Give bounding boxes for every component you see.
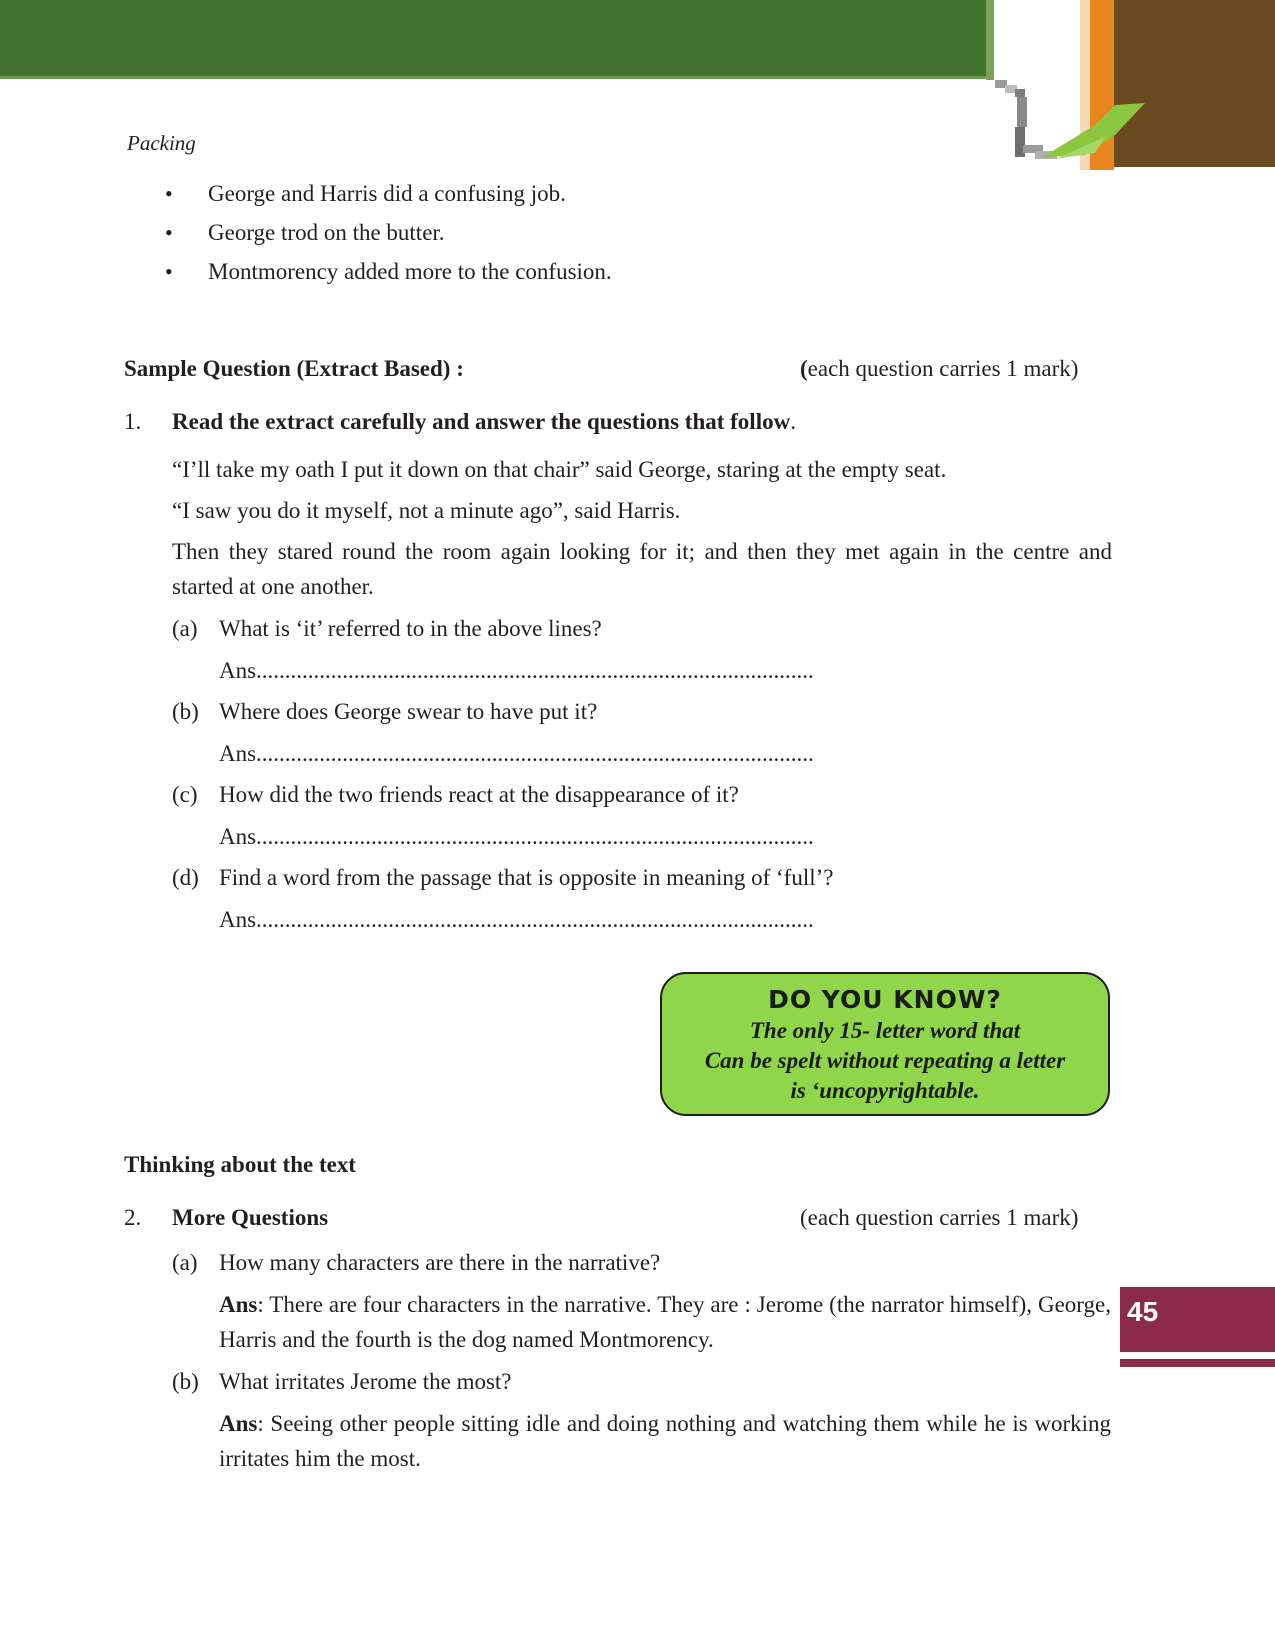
do-you-know-line: Can be spelt without repeating a letter <box>704 1048 1066 1073</box>
subquestion-text: How many characters are there in the narrative? <box>219 1250 661 1275</box>
bullet-icon: • <box>165 181 173 206</box>
answer-line: Ans................................................................................................. <box>219 658 814 683</box>
marks-text: each question carries 1 mark) <box>807 356 1079 381</box>
corner-stripe <box>986 0 994 80</box>
bullet-item: Montmorency added more to the confusion. <box>208 259 612 284</box>
question-instruction <box>172 404 796 439</box>
instruction-end: . <box>790 409 796 434</box>
page-tab-underline <box>1120 1359 1275 1367</box>
page-number: 45 <box>1127 1296 1159 1327</box>
subquestion-text: How did the two friends react at the disappearance of it? <box>219 782 739 807</box>
answer-paragraph <box>219 1287 1111 1357</box>
marks-note <box>800 351 1078 386</box>
do-you-know-box <box>660 972 1110 1116</box>
do-you-know-title: DO YOU KNOW? <box>768 985 1002 1014</box>
answer-text: : Seeing other people sitting idle and doing nothing and watching them while he is working irritates him the most. <box>219 1411 1111 1471</box>
do-you-know-line: is ‘uncopyrightable. <box>790 1078 980 1103</box>
subquestion-text: What is ‘it’ referred to in the above lines? <box>219 616 602 641</box>
question-number: 1. <box>124 409 142 434</box>
extract-line: “I’ll take my oath I put it down on that chair” said George, staring at the empty seat. <box>172 457 947 482</box>
extract-line: “I saw you do it myself, not a minute ago”, said Harris. <box>172 498 681 523</box>
answer-line: Ans................................................................................................. <box>219 907 814 932</box>
extract-paragraph: Then they stared round the room again looking for it; and then they met again in the centre and started at one another. <box>172 539 1112 599</box>
answer-label: Ans <box>219 1292 258 1317</box>
subquestion-text: Find a word from the passage that is opposite in meaning of ‘full’? <box>219 865 834 890</box>
subquestion-label: (d) <box>172 865 199 890</box>
running-head: Packing <box>127 131 196 155</box>
subquestion-text: What irritates Jerome the most? <box>219 1369 512 1394</box>
answer-text: : There are four characters in the narrative. They are : Jerome (the narrator himself), George, Harris and the fourth is the dog named Montmorency. <box>219 1292 1111 1352</box>
marks-paren: ( <box>800 356 808 381</box>
subquestion-text: Where does George swear to have put it? <box>219 699 598 724</box>
more-questions-title: More Questions <box>172 1205 329 1230</box>
bullet-icon: • <box>165 259 173 284</box>
marks-note: (each question carries 1 mark) <box>800 1205 1079 1230</box>
subquestion-label: (c) <box>172 782 198 807</box>
subquestion-label: (a) <box>172 1250 198 1275</box>
do-you-know-line: The only 15- letter word that <box>749 1018 1021 1043</box>
header-band-edge <box>0 76 986 79</box>
instruction-text: Read the extract carefully and answer the questions that follow <box>172 409 791 434</box>
thinking-heading: Thinking about the text <box>124 1152 356 1177</box>
answer-line: Ans................................................................................................. <box>219 741 814 766</box>
header-green-band <box>0 0 986 78</box>
leaf-logo-icon <box>995 75 1170 175</box>
subquestion-label: (a) <box>172 616 198 641</box>
bullet-item: George and Harris did a confusing job. <box>208 181 566 206</box>
sample-question-heading: Sample Question (Extract Based) : <box>124 356 464 381</box>
answer-paragraph <box>219 1406 1111 1476</box>
subquestion-label: (b) <box>172 1369 199 1394</box>
bullet-item: George trod on the butter. <box>208 220 445 245</box>
question-number: 2. <box>124 1205 142 1230</box>
subquestion-label: (b) <box>172 699 199 724</box>
bullet-icon: • <box>165 220 173 245</box>
answer-line: Ans................................................................................................. <box>219 824 814 849</box>
answer-label: Ans <box>219 1411 258 1436</box>
